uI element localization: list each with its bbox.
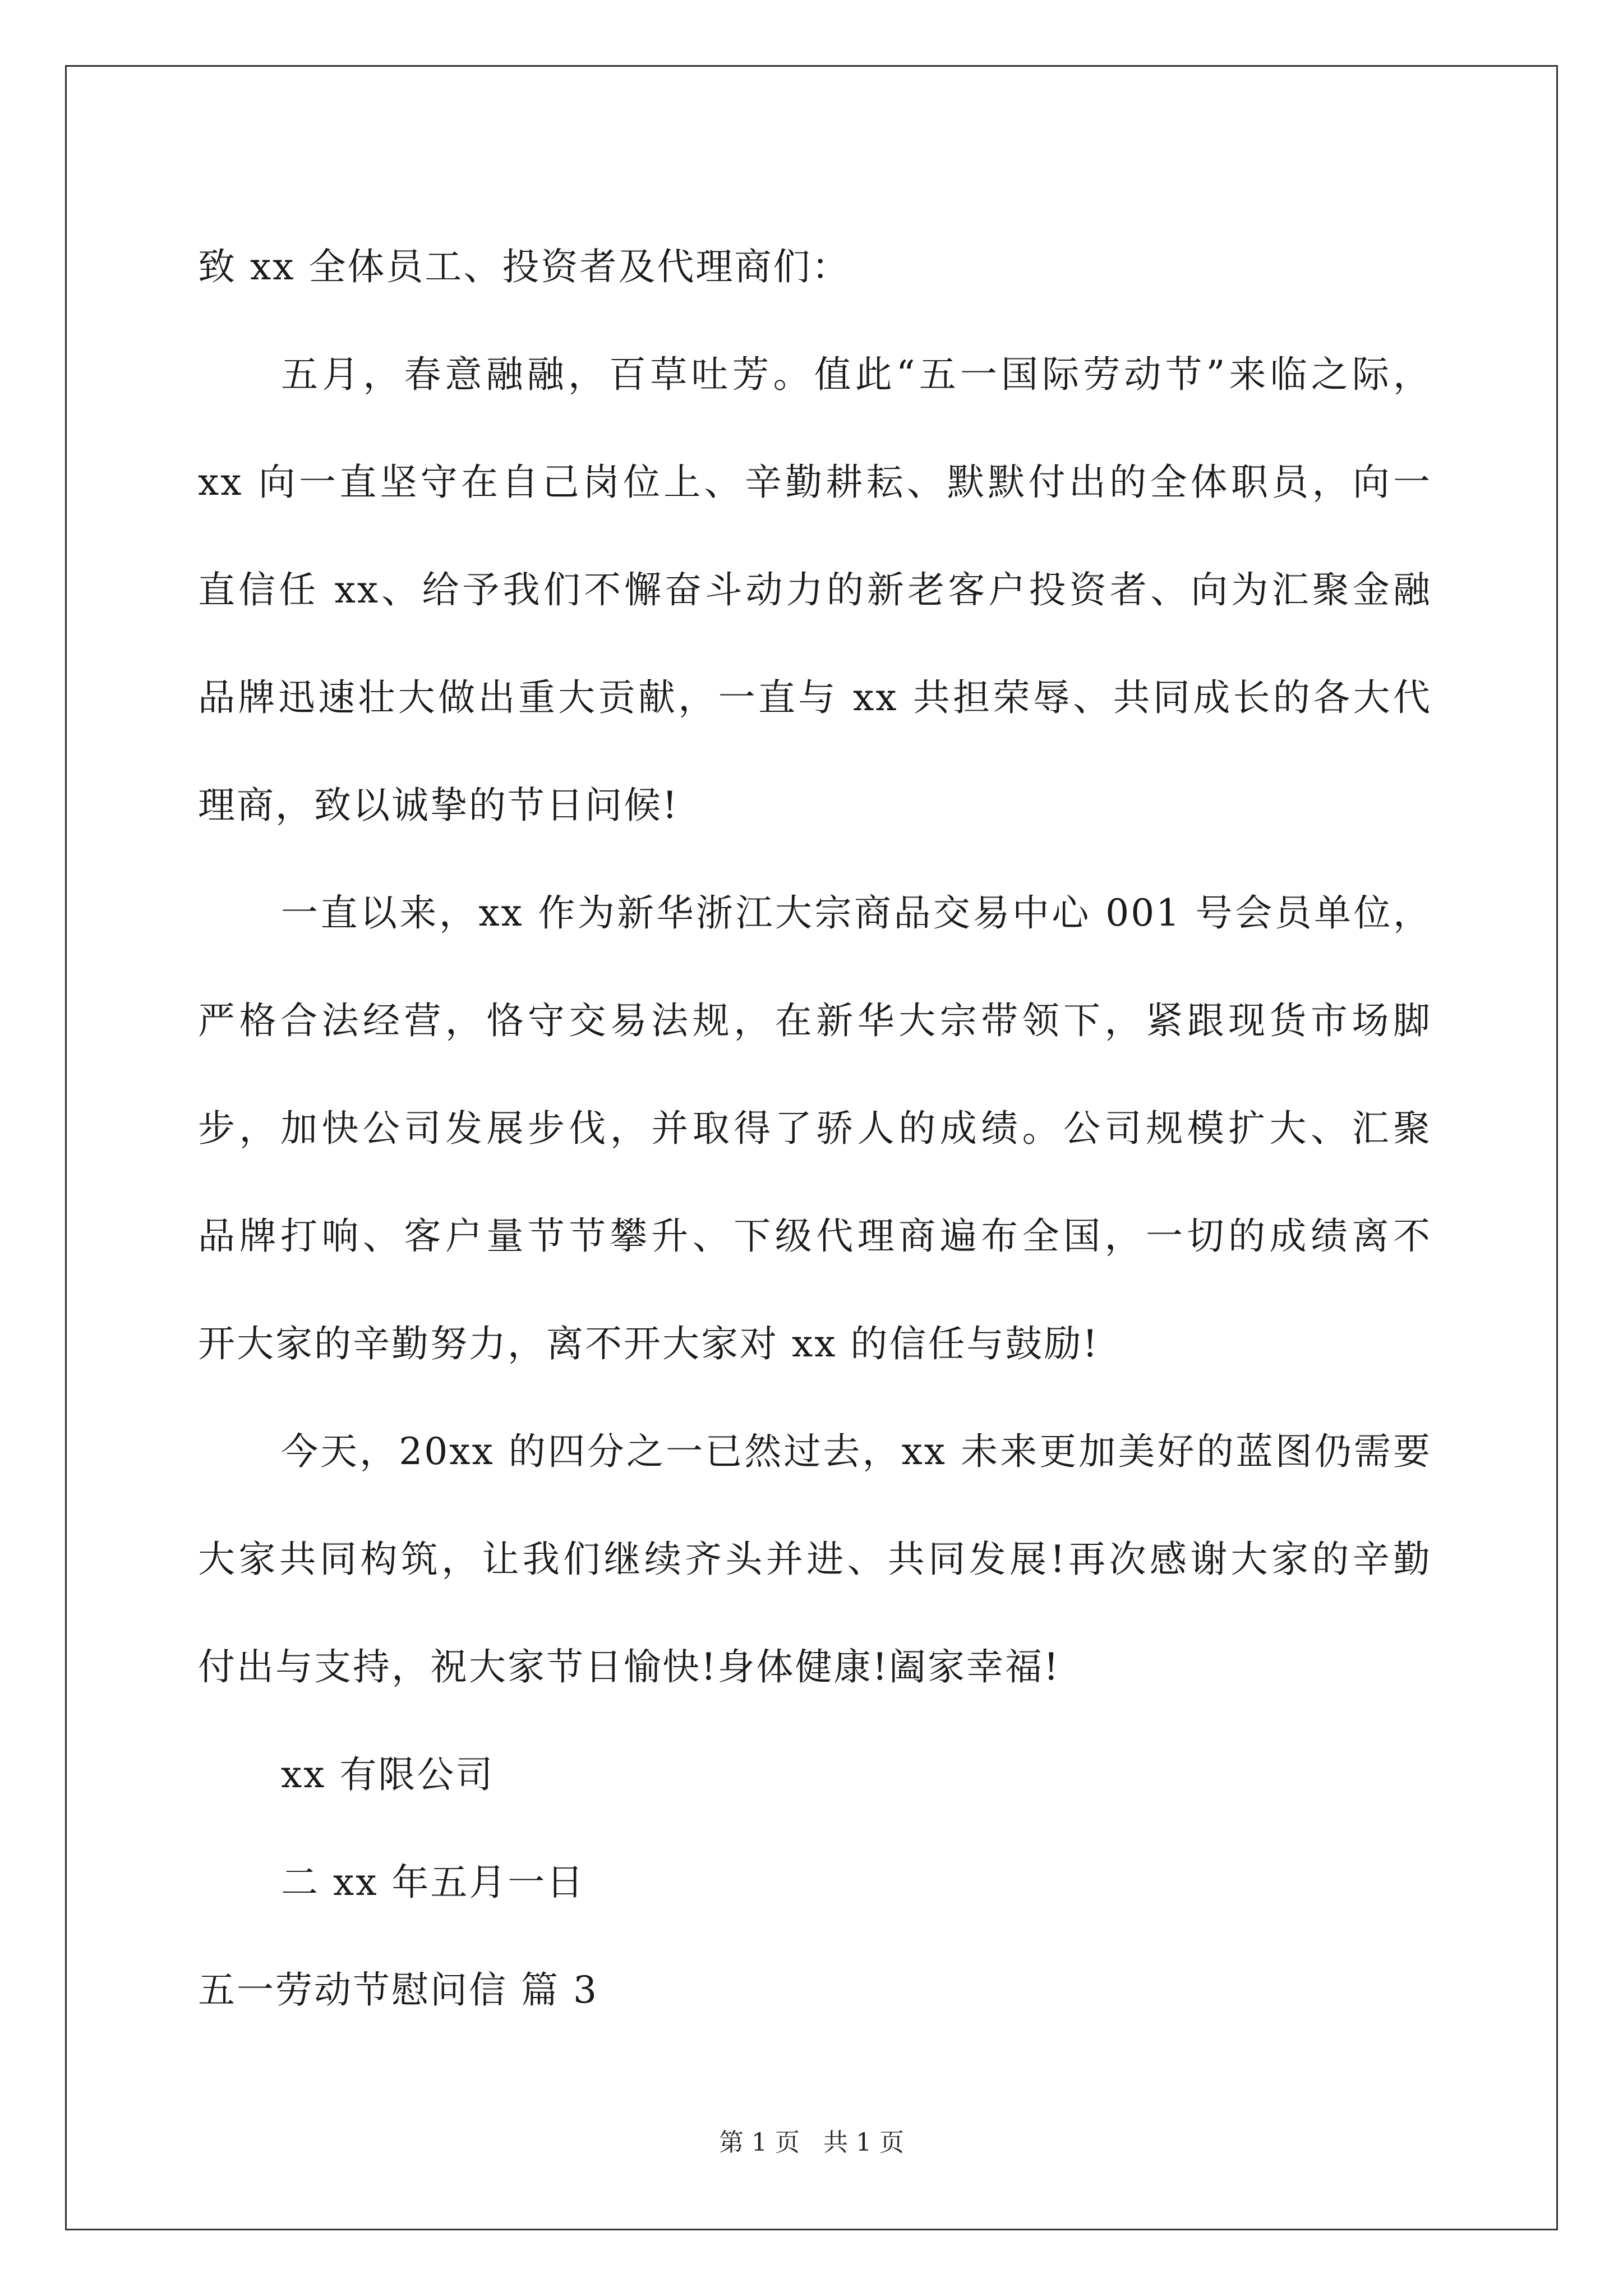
salutation: 致 xx 全体员工、投资者及代理商们： (198, 245, 851, 288)
paragraph-2-line-4: 品牌打响、客户量节节攀升、下级代理商遍布全国，一切的成绩离不 (198, 1214, 1432, 1258)
paragraph-1-line-5: 理商，致以诚挚的节日问候! (198, 784, 679, 827)
paragraph-3-line-1: 今天，20xx 的四分之一已然过去，xx 未来更加美好的蓝图仍需要 (281, 1430, 1432, 1473)
letter-body (198, 213, 1432, 2044)
paragraph-3-line-2: 大家共同构筑，让我们继续齐头并进、共同发展!再次感谢大家的辛勤 (198, 1538, 1432, 1581)
signature-company: xx 有限公司 (281, 1753, 495, 1796)
paragraph-2-line-2: 严格合法经营，恪守交易法规，在新华大宗带领下，紧跟现货市场脚 (198, 999, 1432, 1042)
paragraph-1-line-1: 五月，春意融融，百草吐芳。值此“五一国际劳动节”来临之际， (281, 353, 1432, 396)
paragraph-2-line-5: 开大家的辛勤努力，离不开大家对 xx 的信任与鼓励! (198, 1322, 1099, 1365)
page-footer: 第 1 页 共 1 页 (719, 2128, 904, 2157)
paragraph-3-line-3: 付出与支持，祝大家节日愉快!身体健康!阖家幸福! (198, 1645, 1061, 1688)
paragraph-1-line-4: 品牌迅速壮大做出重大贡献，一直与 xx 共担荣辱、共同成长的各大代 (198, 676, 1432, 719)
paragraph-1-line-3: 直信任 xx、给予我们不懈奋斗动力的新老客户投资者、向为汇聚金融 (198, 568, 1432, 611)
next-section-heading: 五一劳动节慰问信 篇 3 (198, 1968, 598, 2012)
signature-date: 二 xx 年五月一日 (281, 1861, 585, 1904)
paragraph-2-line-1: 一直以来，xx 作为新华浙江大宗商品交易中心 001 号会员单位， (281, 891, 1432, 935)
paragraph-2-line-3: 步，加快公司发展步伐，并取得了骄人的成绩。公司规模扩大、汇聚 (198, 1107, 1432, 1150)
paragraph-1-line-2: xx 向一直坚守在自己岗位上、辛勤耕耘、默默付出的全体职员，向一 (198, 461, 1432, 504)
